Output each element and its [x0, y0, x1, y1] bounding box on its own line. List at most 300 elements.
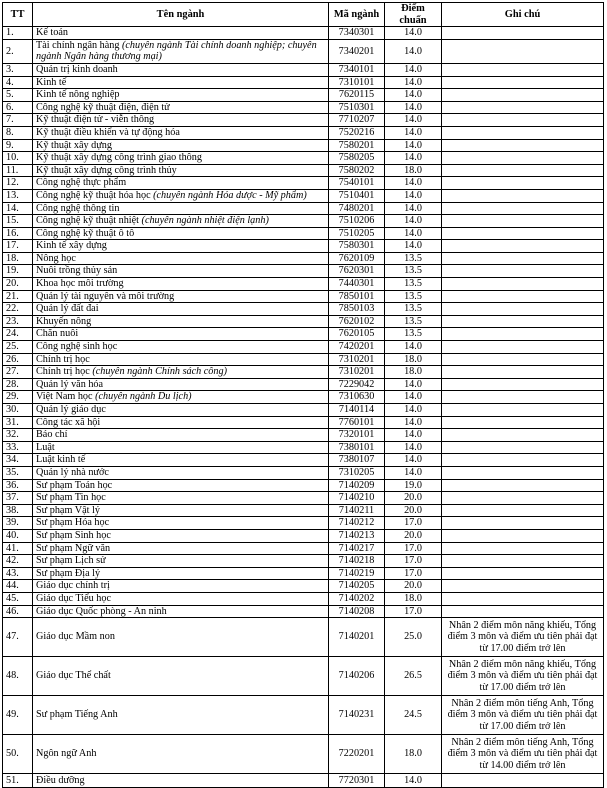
cutoff-score: 17.0 — [385, 567, 442, 580]
row-number: 13. — [3, 189, 33, 202]
note — [442, 252, 604, 265]
cutoff-score: 14.0 — [385, 126, 442, 139]
note — [442, 315, 604, 328]
note — [442, 265, 604, 278]
cutoff-score: 14.0 — [385, 139, 442, 152]
major-code: 7140231 — [329, 696, 385, 735]
row-number: 44. — [3, 580, 33, 593]
table-row — [3, 479, 604, 492]
row-number: 4. — [3, 76, 33, 89]
row-number: 9. — [3, 139, 33, 152]
note — [442, 504, 604, 517]
major-code: 7140212 — [329, 517, 385, 530]
table-row — [3, 27, 604, 40]
cutoff-score: 14.0 — [385, 39, 442, 63]
note — [442, 152, 604, 165]
note — [442, 278, 604, 291]
header-tt: TT — [3, 3, 33, 27]
major-code: 7580201 — [329, 139, 385, 152]
table-row — [3, 114, 604, 127]
major-name-cell — [33, 39, 329, 63]
table-row — [3, 341, 604, 354]
table-row — [3, 504, 604, 517]
row-number: 15. — [3, 215, 33, 228]
cutoff-score: 18.0 — [385, 353, 442, 366]
major-name-cell — [33, 315, 329, 328]
cutoff-score: 14.0 — [385, 152, 442, 165]
major-code: 7760101 — [329, 416, 385, 429]
major-name-cell — [33, 240, 329, 253]
note — [442, 391, 604, 404]
major-code: 7140219 — [329, 567, 385, 580]
major-code: 7510301 — [329, 101, 385, 114]
major-name: Giáo dục chính trị — [36, 580, 110, 592]
major-name: Giáo dục Mầm non — [36, 631, 115, 643]
row-number: 38. — [3, 504, 33, 517]
major-code: 7620102 — [329, 315, 385, 328]
major-name: Sư phạm Hóa học — [36, 517, 110, 529]
cutoff-score: 14.0 — [385, 441, 442, 454]
note — [442, 114, 604, 127]
table-row — [3, 278, 604, 291]
major-name: Sư phạm Ngữ văn — [36, 542, 111, 554]
table-row — [3, 215, 604, 228]
cutoff-score: 13.5 — [385, 278, 442, 291]
table-row — [3, 101, 604, 114]
cutoff-score: 14.0 — [385, 466, 442, 479]
table-row — [3, 454, 604, 467]
major-name-cell — [33, 152, 329, 165]
row-number: 30. — [3, 404, 33, 417]
major-name-cell — [33, 657, 329, 696]
table-row — [3, 303, 604, 316]
note — [442, 366, 604, 379]
major-code: 7140218 — [329, 555, 385, 568]
major-name: Giáo dục Tiểu học — [36, 592, 111, 604]
row-number: 6. — [3, 101, 33, 114]
cutoff-score: 13.5 — [385, 290, 442, 303]
major-name: Kỹ thuật xây dựng — [36, 139, 112, 151]
major-name-cell — [33, 517, 329, 530]
table-row — [3, 139, 604, 152]
major-name: Công tác xã hội — [36, 416, 101, 428]
major-name-cell — [33, 27, 329, 40]
note — [442, 479, 604, 492]
major-specialization: (chuyên ngành Du lịch) — [95, 391, 192, 403]
cutoff-score: 20.0 — [385, 492, 442, 505]
cutoff-score: 13.5 — [385, 265, 442, 278]
major-code: 7520216 — [329, 126, 385, 139]
table-row — [3, 76, 604, 89]
row-number: 50. — [3, 735, 33, 774]
note — [442, 215, 604, 228]
note — [442, 429, 604, 442]
note — [442, 240, 604, 253]
major-name-cell — [33, 189, 329, 202]
cutoff-score: 14.0 — [385, 101, 442, 114]
cutoff-score: 17.0 — [385, 542, 442, 555]
major-code: 7510401 — [329, 189, 385, 202]
major-name: Sư phạm Tiếng Anh — [36, 709, 118, 721]
cutoff-score: 13.5 — [385, 252, 442, 265]
cutoff-score: 14.0 — [385, 202, 442, 215]
cutoff-score: 14.0 — [385, 227, 442, 240]
table-row — [3, 580, 604, 593]
major-name: Kỹ thuật điều khiển và tự động hóa — [36, 126, 180, 138]
table-row — [3, 126, 604, 139]
major-name: Khuyến nông — [36, 315, 92, 327]
row-number: 17. — [3, 240, 33, 253]
major-code: 7510205 — [329, 227, 385, 240]
major-code: 7420201 — [329, 341, 385, 354]
cutoff-score: 18.0 — [385, 164, 442, 177]
table-row — [3, 605, 604, 618]
table-row — [3, 265, 604, 278]
major-name: Công nghệ kỹ thuật ô tô — [36, 227, 135, 239]
cutoff-score: 20.0 — [385, 504, 442, 517]
row-number: 19. — [3, 265, 33, 278]
cutoff-score: 17.0 — [385, 605, 442, 618]
note — [442, 227, 604, 240]
row-number: 24. — [3, 328, 33, 341]
note — [442, 341, 604, 354]
major-code: 7140208 — [329, 605, 385, 618]
cutoff-score: 14.0 — [385, 774, 442, 788]
major-code: 7310205 — [329, 466, 385, 479]
major-code: 7720301 — [329, 774, 385, 788]
major-name-cell — [33, 202, 329, 215]
table-row — [3, 696, 604, 735]
cutoff-score: 26.5 — [385, 657, 442, 696]
row-number: 49. — [3, 696, 33, 735]
major-code: 7580205 — [329, 152, 385, 165]
major-name-cell — [33, 391, 329, 404]
cutoff-score: 14.0 — [385, 76, 442, 89]
row-number: 18. — [3, 252, 33, 265]
note — [442, 101, 604, 114]
table-row — [3, 429, 604, 442]
major-specialization: (chuyên ngành Hóa dược - Mỹ phẩm) — [153, 189, 307, 201]
note: Nhân 2 điểm môn năng khiếu, Tổng điểm 3 môn và điểm ưu tiên phải đạt từ 17.00 điểm trở lên — [442, 618, 604, 657]
table-row — [3, 492, 604, 505]
row-number: 27. — [3, 366, 33, 379]
major-code: 7380101 — [329, 441, 385, 454]
row-number: 33. — [3, 441, 33, 454]
note — [442, 164, 604, 177]
major-name: Công nghệ thực phẩm — [36, 177, 127, 189]
row-number: 20. — [3, 278, 33, 291]
table-row — [3, 89, 604, 102]
note — [442, 378, 604, 391]
major-name-cell — [33, 76, 329, 89]
major-code: 7620301 — [329, 265, 385, 278]
note — [442, 63, 604, 76]
major-name-cell — [33, 164, 329, 177]
note — [442, 441, 604, 454]
major-name: Sư phạm Tin học — [36, 492, 106, 504]
major-name: Kinh tế xây dựng — [36, 240, 107, 252]
major-name: Công nghệ thông tin — [36, 202, 120, 214]
cutoff-score: 14.0 — [385, 454, 442, 467]
major-name: Kinh tế nông nghiệp — [36, 89, 120, 101]
major-name: Chính trị học — [36, 366, 90, 378]
major-name-cell — [33, 265, 329, 278]
note — [442, 202, 604, 215]
major-name: Sư phạm Toán học — [36, 479, 113, 491]
table-row — [3, 152, 604, 165]
major-name-cell — [33, 542, 329, 555]
major-name-cell — [33, 618, 329, 657]
major-name: Quản trị kinh doanh — [36, 63, 118, 75]
table-row — [3, 328, 604, 341]
row-number: 1. — [3, 27, 33, 40]
note: Nhân 2 điểm môn tiếng Anh, Tổng điểm 3 môn và điểm ưu tiên phải đạt từ 17.00 điểm trở lên — [442, 696, 604, 735]
row-number: 16. — [3, 227, 33, 240]
cutoff-score: 13.5 — [385, 328, 442, 341]
table-row — [3, 416, 604, 429]
major-code: 7310201 — [329, 353, 385, 366]
header-name: Tên ngành — [33, 3, 329, 27]
row-number: 47. — [3, 618, 33, 657]
major-name: Công nghệ kỹ thuật nhiệt — [36, 215, 139, 227]
cutoff-score: 18.0 — [385, 592, 442, 605]
major-name: Giáo dục Thể chất — [36, 670, 111, 682]
note — [442, 353, 604, 366]
cutoff-score: 14.0 — [385, 416, 442, 429]
cutoff-score: 14.0 — [385, 177, 442, 190]
table-row — [3, 378, 604, 391]
major-name-cell — [33, 416, 329, 429]
major-name: Nông học — [36, 252, 76, 264]
table-row — [3, 63, 604, 76]
row-number: 41. — [3, 542, 33, 555]
note — [442, 529, 604, 542]
note — [442, 27, 604, 40]
major-name: Luật — [36, 441, 55, 453]
major-code: 7140206 — [329, 657, 385, 696]
table-row — [3, 592, 604, 605]
major-name-cell — [33, 378, 329, 391]
cutoff-score: 14.0 — [385, 391, 442, 404]
major-name: Chăn nuôi — [36, 328, 79, 340]
major-name: Kỹ thuật xây dựng công trình giao thông — [36, 152, 202, 164]
cutoff-score: 19.0 — [385, 479, 442, 492]
note: Nhân 2 điểm môn năng khiếu, Tổng điểm 3 môn và điểm ưu tiên phải đạt từ 17.00 điểm trở lên — [442, 657, 604, 696]
major-code: 7229042 — [329, 378, 385, 391]
table-row — [3, 290, 604, 303]
cutoff-score: 13.5 — [385, 303, 442, 316]
major-code: 7310630 — [329, 391, 385, 404]
row-number: 3. — [3, 63, 33, 76]
major-name: Báo chí — [36, 429, 68, 441]
note — [442, 404, 604, 417]
note — [442, 416, 604, 429]
major-name-cell — [33, 735, 329, 774]
table-row — [3, 164, 604, 177]
major-code: 7140211 — [329, 504, 385, 517]
row-number: 42. — [3, 555, 33, 568]
note — [442, 592, 604, 605]
major-name-cell — [33, 592, 329, 605]
major-name: Khoa học môi trường — [36, 278, 124, 290]
major-code: 7540101 — [329, 177, 385, 190]
major-code: 7140201 — [329, 618, 385, 657]
cutoff-score: 24.5 — [385, 696, 442, 735]
row-number: 23. — [3, 315, 33, 328]
major-name-cell — [33, 139, 329, 152]
table-row — [3, 618, 604, 657]
row-number: 22. — [3, 303, 33, 316]
row-number: 2. — [3, 39, 33, 63]
major-name: Quản lý nhà nước — [36, 466, 109, 478]
major-code: 7580301 — [329, 240, 385, 253]
row-number: 31. — [3, 416, 33, 429]
major-name: Nuôi trồng thủy sản — [36, 265, 118, 277]
major-name-cell — [33, 126, 329, 139]
major-code: 7850101 — [329, 290, 385, 303]
table-row — [3, 555, 604, 568]
cutoff-score: 14.0 — [385, 89, 442, 102]
row-number: 40. — [3, 529, 33, 542]
major-code: 7220201 — [329, 735, 385, 774]
cutoff-score: 14.0 — [385, 63, 442, 76]
table-row — [3, 189, 604, 202]
table-row — [3, 567, 604, 580]
major-code: 7710207 — [329, 114, 385, 127]
cutoff-score: 17.0 — [385, 555, 442, 568]
header-code: Mã ngành — [329, 3, 385, 27]
note — [442, 189, 604, 202]
note — [442, 39, 604, 63]
row-number: 35. — [3, 466, 33, 479]
table-row — [3, 441, 604, 454]
note — [442, 517, 604, 530]
major-name-cell — [33, 441, 329, 454]
major-specialization: (chuyên ngành Chính sách công) — [92, 366, 227, 378]
table-row — [3, 202, 604, 215]
cutoff-score: 14.0 — [385, 240, 442, 253]
row-number: 34. — [3, 454, 33, 467]
row-number: 12. — [3, 177, 33, 190]
major-name-cell — [33, 328, 329, 341]
note — [442, 567, 604, 580]
row-number: 32. — [3, 429, 33, 442]
major-name-cell — [33, 504, 329, 517]
cutoff-score: 14.0 — [385, 378, 442, 391]
major-specialization: (chuyên ngành nhiệt điện lạnh) — [141, 215, 269, 227]
table-row — [3, 466, 604, 479]
note — [442, 542, 604, 555]
major-code: 7340201 — [329, 39, 385, 63]
table-row — [3, 542, 604, 555]
note — [442, 328, 604, 341]
header-note: Ghi chú — [442, 3, 604, 27]
major-code: 7140114 — [329, 404, 385, 417]
row-number: 36. — [3, 479, 33, 492]
cutoff-score: 25.0 — [385, 618, 442, 657]
major-name: Quản lý đất đai — [36, 303, 99, 315]
major-specialization: (chuyên ngành Tài chính doanh nghiệp; chuyên ngành Ngân hàng thương mại) — [36, 39, 317, 63]
header-score: Điểm chuẩn — [385, 3, 442, 27]
major-name: Kỹ thuật điện tử - viễn thông — [36, 114, 155, 126]
major-code: 7510206 — [329, 215, 385, 228]
row-number: 21. — [3, 290, 33, 303]
major-name-cell — [33, 605, 329, 618]
major-name-cell — [33, 774, 329, 788]
cutoff-score: 14.0 — [385, 215, 442, 228]
note — [442, 454, 604, 467]
major-name-cell — [33, 580, 329, 593]
table-row — [3, 177, 604, 190]
major-code: 7340301 — [329, 27, 385, 40]
major-name-cell — [33, 290, 329, 303]
row-number: 46. — [3, 605, 33, 618]
major-name: Kế toán — [36, 27, 68, 39]
row-number: 48. — [3, 657, 33, 696]
cutoff-score: 14.0 — [385, 189, 442, 202]
major-code: 7140213 — [329, 529, 385, 542]
major-code: 7140217 — [329, 542, 385, 555]
major-name: Sư phạm Lịch sử — [36, 555, 106, 567]
row-number: 26. — [3, 353, 33, 366]
cutoff-score: 14.0 — [385, 429, 442, 442]
major-code: 7440301 — [329, 278, 385, 291]
major-name-cell — [33, 555, 329, 568]
major-name-cell — [33, 454, 329, 467]
major-name: Chính trị học — [36, 353, 90, 365]
major-code: 7140205 — [329, 580, 385, 593]
major-name: Việt Nam học — [36, 391, 93, 403]
row-number: 5. — [3, 89, 33, 102]
cutoff-score: 14.0 — [385, 341, 442, 354]
major-name-cell — [33, 429, 329, 442]
row-number: 8. — [3, 126, 33, 139]
major-name: Giáo dục Quốc phòng - An ninh — [36, 605, 167, 617]
major-code: 7140209 — [329, 479, 385, 492]
table-row — [3, 39, 604, 63]
major-name-cell — [33, 177, 329, 190]
major-name-cell — [33, 341, 329, 354]
cutoff-score: 18.0 — [385, 735, 442, 774]
major-name: Quản lý tài nguyên và môi trường — [36, 290, 175, 302]
major-code: 7620105 — [329, 328, 385, 341]
table-row — [3, 353, 604, 366]
table-row — [3, 657, 604, 696]
major-code: 7480201 — [329, 202, 385, 215]
row-number: 28. — [3, 378, 33, 391]
note — [442, 139, 604, 152]
note — [442, 555, 604, 568]
note — [442, 492, 604, 505]
note — [442, 126, 604, 139]
cutoff-score: 14.0 — [385, 114, 442, 127]
row-number: 10. — [3, 152, 33, 165]
major-name-cell — [33, 567, 329, 580]
major-code: 7340101 — [329, 63, 385, 76]
table-body — [3, 27, 604, 788]
row-number: 25. — [3, 341, 33, 354]
major-code: 7140202 — [329, 592, 385, 605]
major-name: Sư phạm Vật lý — [36, 504, 100, 516]
note — [442, 177, 604, 190]
cutoff-score: 18.0 — [385, 366, 442, 379]
major-name: Tài chính ngân hàng — [36, 39, 120, 51]
major-name: Ngôn ngữ Anh — [36, 748, 97, 760]
note — [442, 774, 604, 788]
major-name-cell — [33, 101, 329, 114]
note — [442, 466, 604, 479]
cutoff-score: 17.0 — [385, 517, 442, 530]
